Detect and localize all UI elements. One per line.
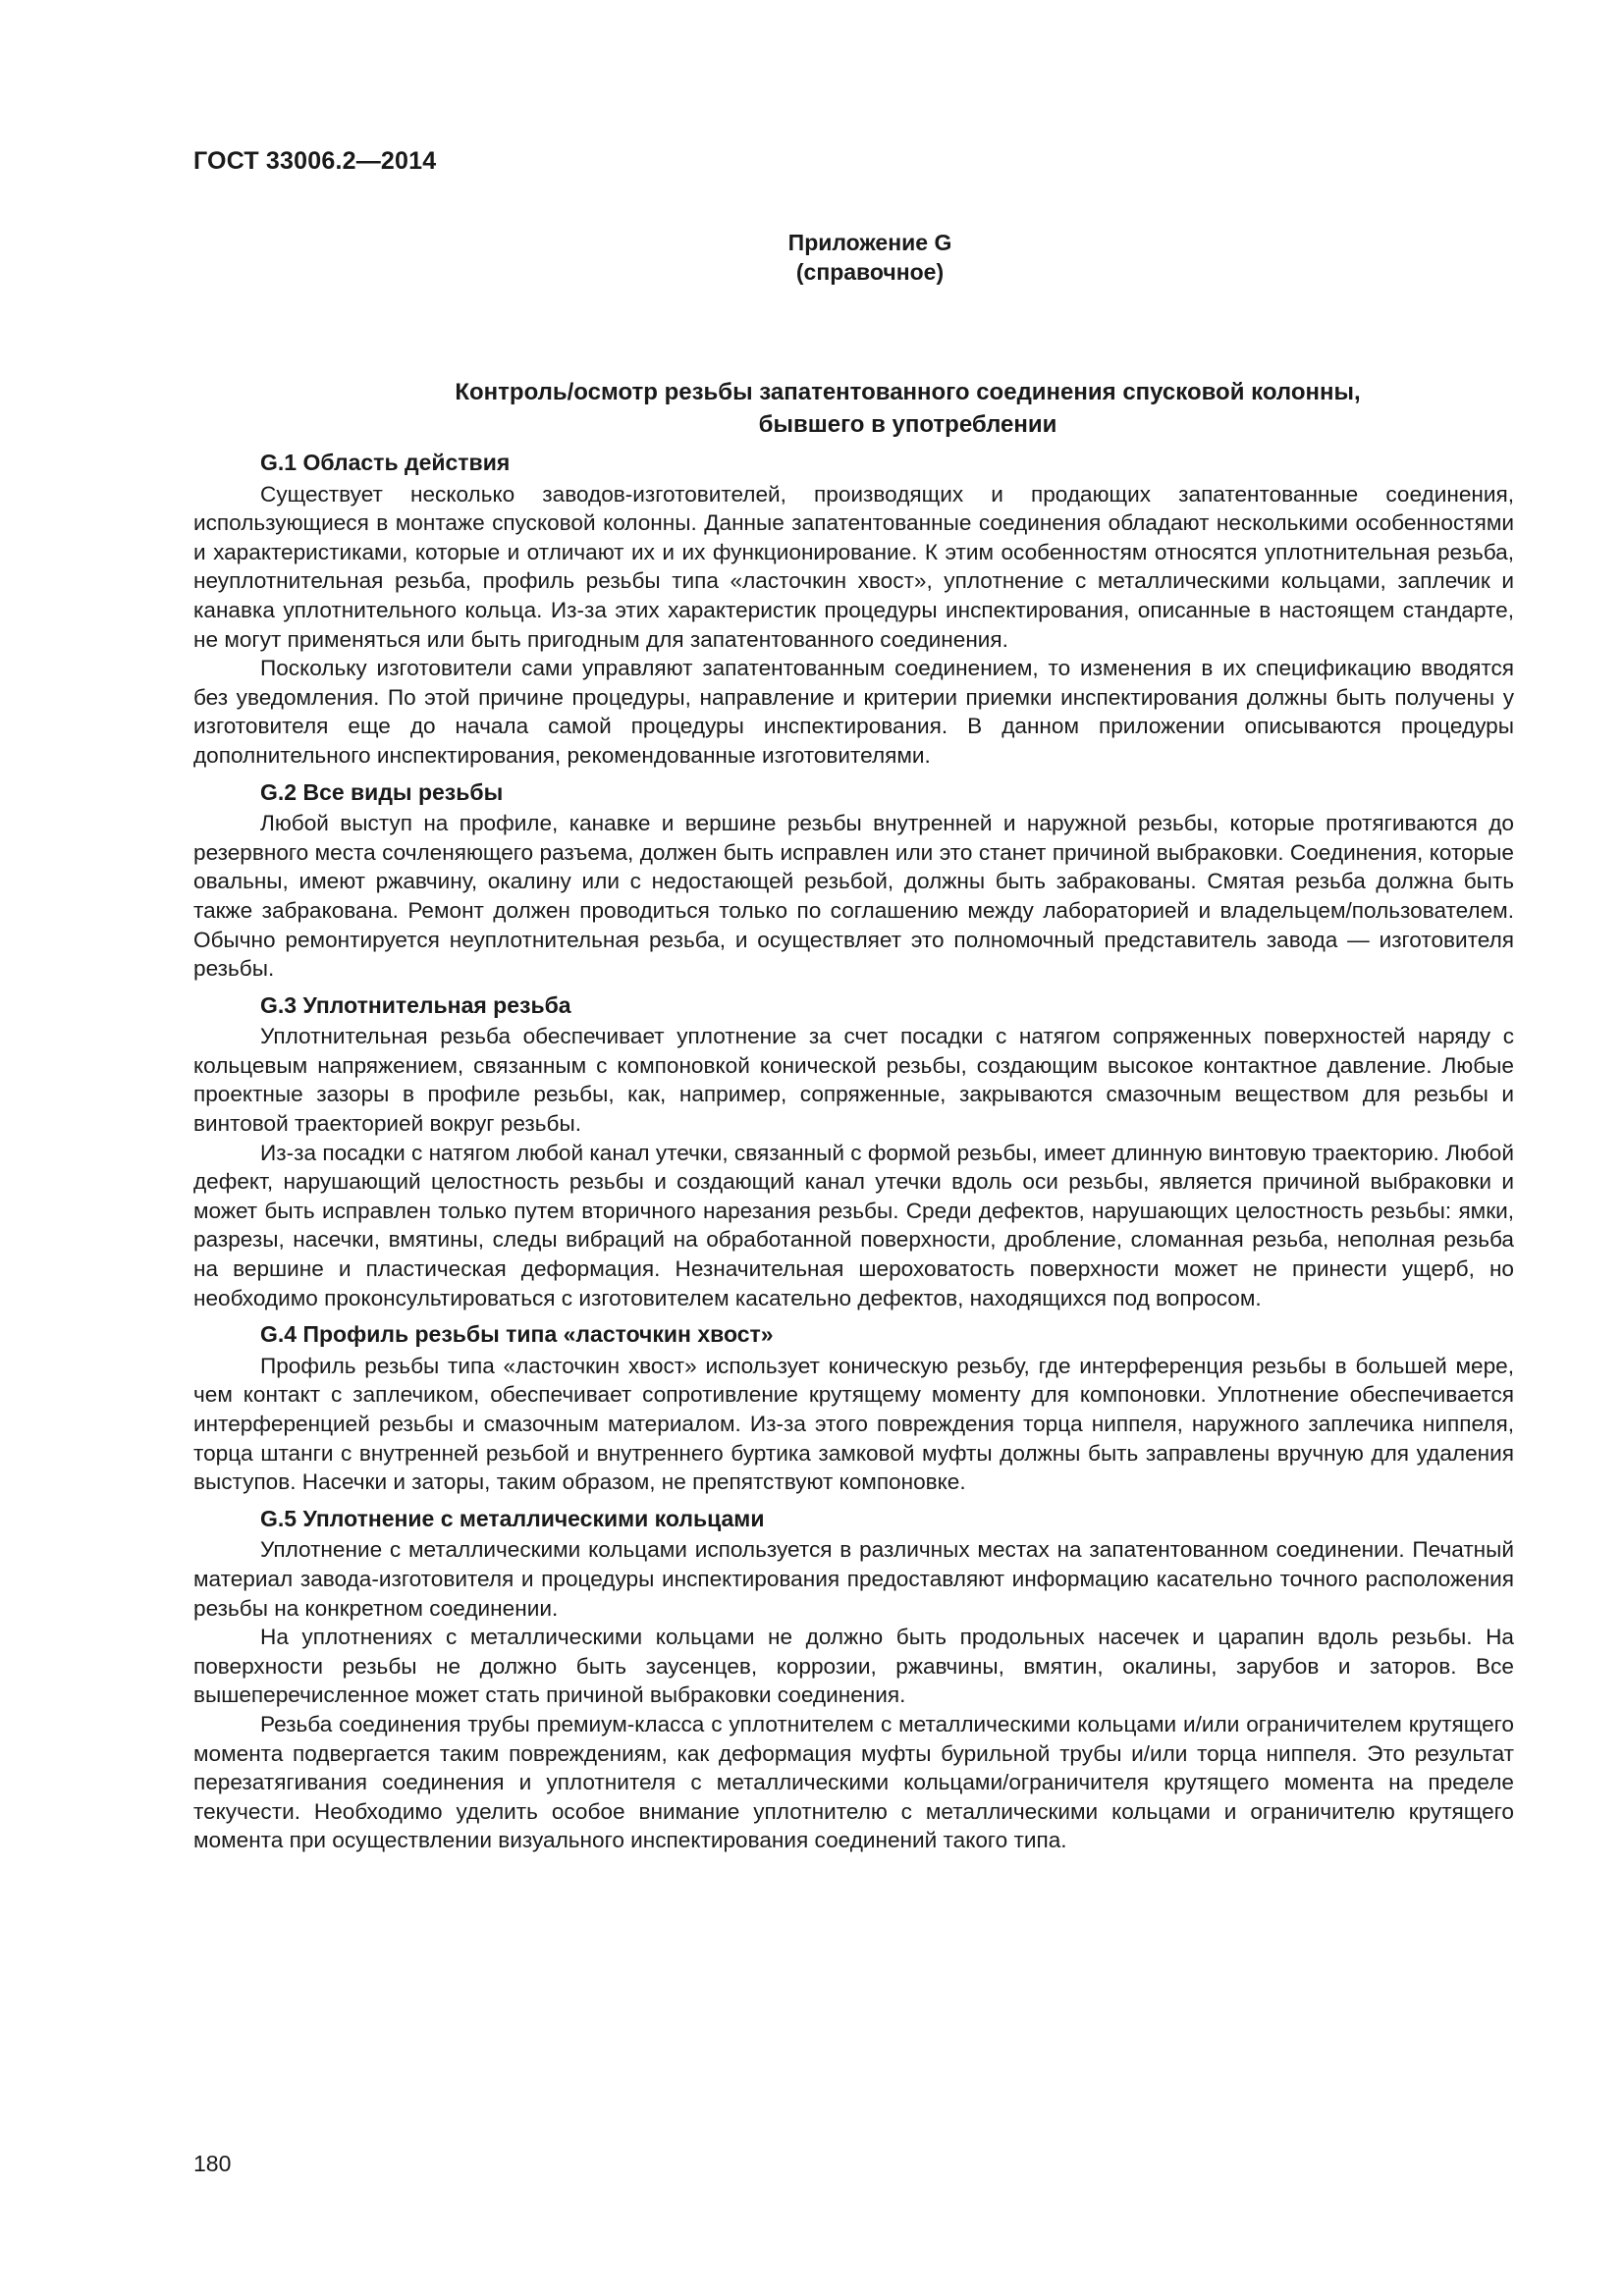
paragraph: Уплотнение с металлическими кольцами используется в различных местах на запатентованном соединении. Печатный материал завода-изготовителя и процедуры инспектирования предоставляют информацию касательно точного расположения резьбы на конкретном соединении. bbox=[193, 1537, 1514, 1621]
paragraph: На уплотнениях с металлическими кольцами не должно быть продольных насечек и царапин вдоль резьбы. На поверхности резьбы не должно быть заусенцев, коррозии, ржавчины, вмятин, окалины, зарубов и заторов. Все вышеперечисленное может стать причиной выбраковки соединения. bbox=[193, 1625, 1514, 1708]
appendix-label bbox=[0, 228, 1624, 287]
section-heading-g2: G.2 Все виды резьбы bbox=[260, 778, 504, 805]
page-title-line-2: бывшего в употреблении bbox=[758, 411, 1057, 438]
paragraph: Любой выступ на профиле, канавке и вершине резьбы внутренней и наружной резьбы, которые протягиваются до резервного места сочленяющего разъема, должен быть исправлен или это станет причиной выбраковки. Соединения, которые овальны, имеют ржавчину, окалину или с недостающей резьбой, должны быть забракованы. Смятая резьба должна быть также забракована. Ремонт должен проводиться только по соглашению между лабораторией и владельцем/пользователем. Обычно ремонтируется неуплотнительная резьба, и осуществляет это полномочный представитель завода — изготовителя резьбы. bbox=[193, 811, 1514, 982]
document-code-header: ГОСТ 33006.2—2014 bbox=[193, 147, 437, 175]
paragraph: Резьба соединения трубы премиум-класса с уплотнителем с металлическими кольцами и/или ограничителем крутящего момента подвергается таким повреждениям, как деформация муфты бурильной трубы и/или торца ниппеля. Это результат перезатягивания соединения и уплотнителя с металлическими кольцами/ограничителя крутящего момента на пределе текучести. Необходимо уделить особое внимание уплотнителю с металлическими кольцами и ограничителю крутящего момента при осуществлении визуального инспектирования соединений такого типа. bbox=[193, 1711, 1514, 1853]
appendix-title: Приложение G bbox=[787, 230, 952, 255]
section-heading-g3: G.3 Уплотнительная резьба bbox=[260, 991, 571, 1018]
page-number: 180 bbox=[193, 2151, 232, 2176]
section-heading-g1: G.1 Область действия bbox=[260, 450, 511, 475]
paragraph: Уплотнительная резьба обеспечивает уплотнение за счет посадки с натягом сопряженных поверхностей наряду с кольцевым напряжением, связанным с компоновкой конической резьбы, создающим высокое контактное давление. Любые проектные зазоры в профиле резьбы, как, например, сопряженные, закрываются смазочным веществом для резьбы и винтовой траекторией вокруг резьбы. bbox=[193, 1024, 1514, 1137]
page-title bbox=[193, 376, 1514, 441]
page-title-line-1: Контроль/осмотр резьбы запатентованного соединения спусковой колонны, bbox=[455, 379, 1361, 405]
paragraph: Поскольку изготовители сами управляют запатентованным соединением, то изменения в их спецификацию вводятся без уведомления. По этой причине процедуры, направление и критерии приемки инспектирования должны быть получены у изготовителя еще до начала самой процедуры инспектирования. В данном приложении описываются процедуры дополнительного инспектирования, рекомендованные изготовителями. bbox=[193, 656, 1514, 768]
section-heading-g4: G.4 Профиль резьбы типа «ласточкин хвост» bbox=[260, 1321, 774, 1348]
main-content bbox=[193, 376, 1514, 1855]
paragraph: Существует несколько заводов-изготовителей, производящих и продающих запатентованные соединения, использующиеся в монтаже спусковой колонны. Данные запатентованные соединения обладают несколькими особенностями и характеристиками, которые и отличают их и их функционирование. К этим особенностям относятся уплотнительная резьба, неуплотнительная резьба, профиль резьбы типа «ласточкин хвост», уплотнение с металлическими кольцами, заплечик и канавка уплотнительного кольца. Из-за этих характеристик процедуры инспектирования, описанные в настоящем стандарте, не могут применяться или быть пригодным для запатентованного соединения. bbox=[193, 481, 1514, 652]
appendix-type: (справочное) bbox=[795, 259, 945, 285]
paragraph: Профиль резьбы типа «ласточкин хвост» использует коническую резьбу, где интерференция резьбы в большей мере, чем контакт с заплечиком, обеспечивает сопротивление крутящему моменту для компоновки. Уплотнение обеспечивается интерференцией резьбы и смазочным материалом. Из-за этого повреждения торца ниппеля, наружного заплечика ниппеля, торца штанги с внутренней резьбой и внутреннего буртика замковой муфты должны быть заправлены вручную для удаления выступов. Насечки и заторы, таким образом, не препятствуют компоновке. bbox=[193, 1353, 1514, 1495]
paragraph: Из-за посадки с натягом любой канал утечки, связанный с формой резьбы, имеет длинную винтовую траекторию. Любой дефект, нарушающий целостность резьбы и создающий канал утечки вдоль оси резьбы, является причиной выбраковки и может быть исправлен только путем вторичного нарезания резьбы. Среди дефектов, нарушающих целостность резьбы: ямки, разрезы, насечки, вмятины, следы вибраций на обработанной поверхности, дробление, сломанная резьба, неполная резьба на вершине и пластическая деформация. Незначительная шероховатость поверхности может не принести ущерб, но необходимо проконсультироваться с изготовителем касательно дефектов, находящихся под вопросом. bbox=[193, 1140, 1514, 1310]
section-heading-g5: G.5 Уплотнение с металлическими кольцами bbox=[260, 1505, 765, 1531]
